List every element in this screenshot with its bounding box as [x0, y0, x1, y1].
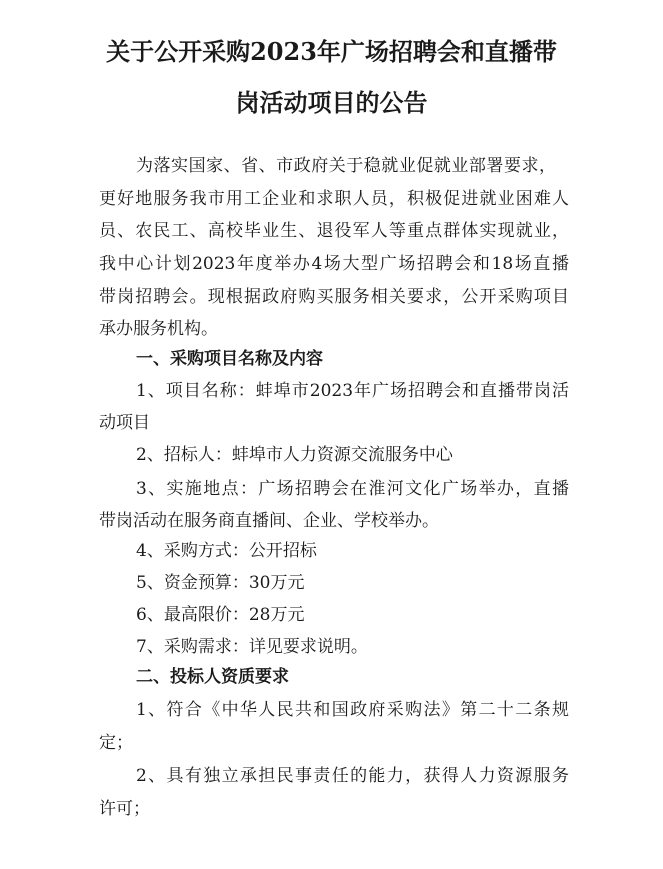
section-1-heading: 一、采购项目名称及内容	[136, 349, 323, 369]
section-2-item-2-line-2: 许可；	[99, 799, 150, 819]
section-2-item-2-line-1: 2、具有独立承担民事责任的能力，获得人力资源服务	[136, 766, 569, 786]
section-1-item-1-line-2: 动项目	[99, 413, 150, 433]
section-1-item-5: 5、资金预算：30万元	[136, 573, 305, 593]
intro-line-4: 我中心计划2023年度举办4场大型广场招聘会和18场直播	[99, 254, 569, 274]
section-2-heading: 二、投标人资质要求	[136, 667, 289, 687]
section-1-item-1-line-1: 1、项目名称：蚌埠市2023年广场招聘会和直播带岗活	[136, 381, 569, 401]
document-title-line-1: 关于公开采购2023年广场招聘会和直播带	[106, 37, 557, 66]
section-1-item-7: 7、采购需求：详见要求说明。	[136, 637, 368, 657]
section-2-item-1-line-2: 定；	[99, 733, 133, 753]
document-title-line-2: 岗活动项目的公告	[235, 88, 428, 117]
intro-line-1: 为落实国家、省、市政府关于稳就业促就业部署要求，	[136, 156, 556, 176]
intro-line-6: 承办服务机构。	[99, 319, 218, 339]
intro-line-3: 员、农民工、高校毕业生、退役军人等重点群体实现就业，	[99, 221, 569, 241]
section-1-item-2: 2、招标人：蚌埠市人力资源交流服务中心	[136, 445, 453, 465]
intro-line-5: 带岗招聘会。现根据政府购买服务相关要求，公开采购项目	[99, 287, 569, 307]
section-1-item-4: 4、采购方式：公开招标	[136, 541, 317, 561]
section-1-item-3-line-1: 3、实施地点：广场招聘会在淮河文化广场举办，直播	[136, 479, 569, 499]
section-1-item-3-line-2: 带岗活动在服务商直播间、企业、学校举办。	[99, 511, 439, 531]
intro-line-2: 更好地服务我市用工企业和求职人员，积极促进就业困难人	[99, 189, 569, 209]
section-2-item-1-line-1: 1、符合《中华人民共和国政府采购法》第二十二条规	[136, 700, 569, 720]
section-1-item-6: 6、最高限价：28万元	[136, 605, 305, 625]
